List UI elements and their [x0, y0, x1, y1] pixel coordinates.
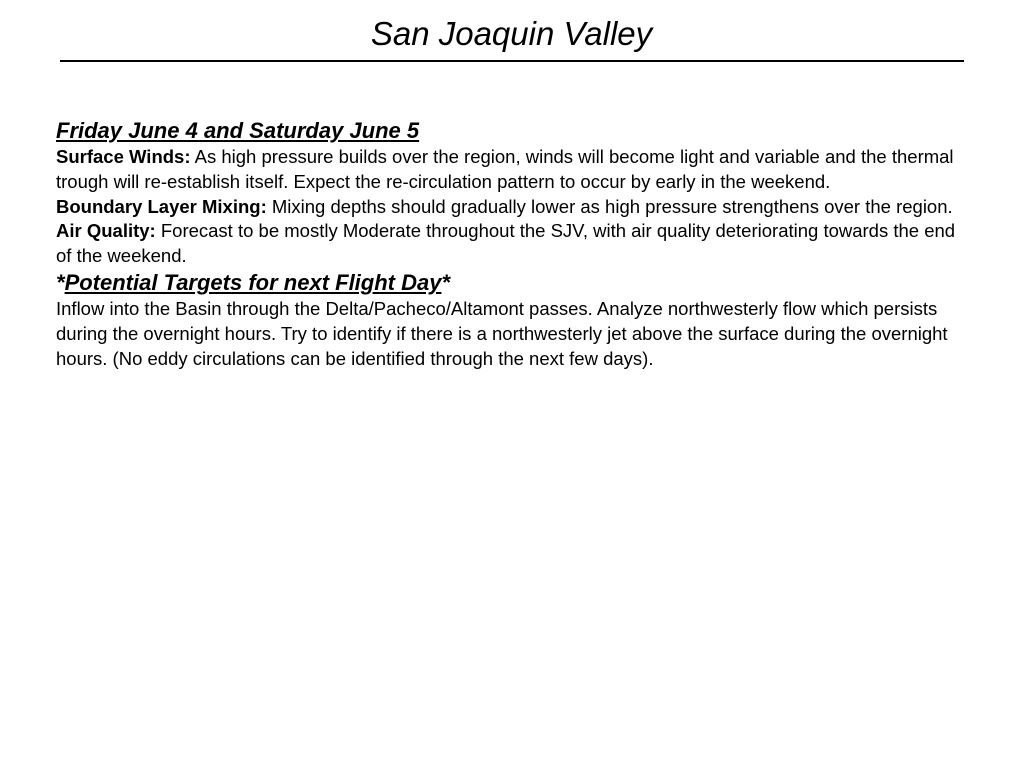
surface-winds-label: Surface Winds: [56, 146, 191, 167]
air-quality-text: Forecast to be mostly Moderate throughout the SJV, with air quality deteriorating towards the end of the weekend. [56, 220, 956, 267]
boundary-layer-paragraph [56, 195, 971, 220]
surface-winds-paragraph [56, 145, 971, 195]
air-quality-paragraph [56, 219, 971, 269]
targets-heading-text: Potential Targets for next Flight Day [64, 269, 442, 295]
targets-heading-asterisk-left: * [56, 269, 65, 295]
targets-heading [56, 269, 971, 297]
forecast-dates-heading [56, 117, 971, 145]
surface-winds-text: As high pressure builds over the region, winds will become light and variable and the thermal trough will re-establish itself. Expect the re-circulation pattern to occur by early in the weekend. [56, 146, 954, 192]
title-divider [60, 60, 964, 62]
slide-body [56, 117, 971, 371]
targets-heading-asterisk-right: * [441, 269, 451, 295]
boundary-layer-label: Boundary Layer Mixing: [56, 195, 267, 217]
boundary-layer-text: Mixing depths should gradually lower as high pressure strengthens over the region. [266, 195, 953, 217]
forecast-dates-heading-text: Friday June 4 and Saturday June 5 [56, 118, 420, 143]
targets-paragraph: Inflow into the Basin through the Delta/Pacheco/Altamont passes. Analyze northwesterly flow which persists during the overnight hours. Try to identify if there is a northwesterly jet above the surface during the overnight hours. (No eddy circulations can be identified through the next few days). [56, 297, 948, 369]
air-quality-label: Air Quality: [56, 220, 156, 242]
slide-title: San Joaquin Valley [370, 15, 653, 52]
